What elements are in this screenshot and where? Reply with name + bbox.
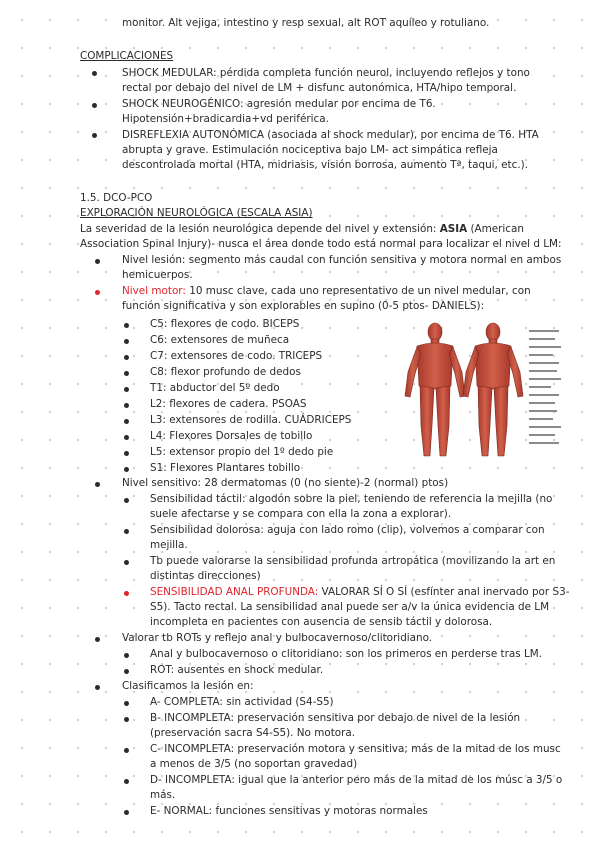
sensitivo-item-line: mejilla. [150, 539, 188, 551]
bullet [124, 371, 129, 376]
bullet [124, 355, 129, 360]
nivel-motor-line: función significativa y son explorables en supino (0-5 ptos- DANIELS): [122, 300, 485, 312]
bullet [124, 779, 129, 784]
bullet [124, 387, 129, 392]
muscle-item: L4: Flexores Dorsales de tobillo [150, 430, 313, 442]
bullet [92, 133, 97, 138]
clasificacion-item: C- INCOMPLETA: preservación motora y sensitiva; más de la mitad de los musc [150, 743, 561, 755]
bullet [95, 259, 100, 264]
intro-paragraph-line: Association Spinal Injury)- nusca el área donde todo está normal para localizar el nivel d LM: [80, 238, 562, 250]
valorar-item: Anal y bulbocavernoso o clitoridiano: son los primeros en perderse tras LM. [150, 648, 543, 660]
complication-item-line: descontrolada mortal (HTA, midriasis, visión borrosa, aumento Tª, taqui, etc.). [122, 159, 529, 171]
bullet [124, 419, 129, 424]
anal-label: SENSIBILIDAD ANAL PROFUNDA: [150, 586, 319, 598]
muscle-item: C5: flexores de codo. BICEPS [150, 318, 300, 330]
bullet [124, 653, 129, 658]
muscle-item: L2: flexores de cadera. PSOAS [150, 398, 307, 410]
clasificacion-item: (preservación sacra S4-S5). No motora. [150, 727, 356, 739]
nivel-sensitivo-label: Nivel sensitivo: 28 dermatomas (0 (no siente)-2 (normal) ptos) [122, 477, 449, 489]
intro-paragraph-line: La severidad de la lesión neurológica depende del nivel y extensión: ASIA (American [80, 223, 524, 235]
bullet [95, 482, 100, 487]
muscle-item: C7: extensores de codo. TRICEPS [150, 350, 323, 362]
anal-line: S5). Tacto rectal. La sensibilidad anal puede ser a/v la única evidencia de LM [150, 601, 550, 613]
sensitivo-item-line: Sensibilidad táctil: algodón sobre la piel, teniendo de referencia la mejilla (no [150, 493, 553, 505]
muscle-item: C8: flexor profundo de dedos [150, 366, 301, 378]
section-subtitle: EXPLORACIÓN NEUROLÓGICA (ESCALA ASIA) [80, 207, 313, 219]
muscle-item: C6: extensores de muñeca [150, 334, 290, 346]
anal-line: SENSIBILIDAD ANAL PROFUNDA: VALORAR SÍ O SÍ (esfínter anal inervado por S3- [150, 586, 570, 598]
bullet [124, 498, 129, 503]
complication-item-line: SHOCK NEUROGÉNICO: agresión medular por encima de T6. [122, 98, 436, 110]
clasificacion-item: a menos de 3/5 (no soportan gravedad) [150, 758, 358, 770]
muscle-item: S1: Flexores Plantares tobillo [150, 462, 301, 474]
bullet [124, 435, 129, 440]
intro-line: monitor. Alt vejiga, intestino y resp sexual, alt ROT aquíleo y rotuliano. [122, 17, 490, 29]
muscle-item: L3: extensores de rodilla. CUÁDRICEPS [150, 414, 352, 426]
anatomy-labels [529, 330, 561, 444]
nivel-lesion-line: Nivel lesión: segmento más caudal con función sensitiva y motora normal en ambos [122, 254, 562, 266]
clasificamos-label: Clasificamos la lesión en: [122, 680, 254, 692]
clasificacion-item: A- COMPLETA: sin actividad (S4-S5) [150, 696, 334, 708]
asia-term: ASIA [439, 223, 468, 235]
bullet [124, 451, 129, 456]
bullet [124, 717, 129, 722]
muscle-item: L5: extensor propio del 1º dedo pie [150, 446, 334, 458]
bullet-red [124, 591, 129, 596]
front-body-figure [405, 323, 465, 456]
complicaciones-heading: COMPLICACIONES [80, 50, 174, 62]
bullet [92, 71, 97, 76]
bullet [92, 103, 97, 108]
bullet [124, 403, 129, 408]
sensitivo-item-line: suele afectarse y se compara con ella la zona a explorar). [150, 508, 452, 520]
clasificacion-item: E- NORMAL: funciones sensitivas y motoras normales [150, 805, 428, 817]
muscle-item: T1: abductor del 5º dedo [150, 382, 280, 394]
complication-item-line: SHOCK MEDULAR: pérdida completa función neurol, incluyendo reflejos y tono [122, 67, 530, 79]
sensitivo-item-line: Sensibilidad dolorosa: aguja con lado romo (clip), volvemos a comparar con [150, 524, 545, 536]
anal-line: incompleta en pacientes con ausencia de sensib táctil y dolorosa. [150, 616, 493, 628]
bullet [124, 467, 129, 472]
bullet [124, 701, 129, 706]
clasificacion-item: más. [150, 789, 176, 801]
bullet [95, 685, 100, 690]
bullet [124, 323, 129, 328]
muscle-anatomy-figure [393, 322, 569, 465]
nivel-lesion-line: hemicuerpos. [122, 269, 193, 281]
valorar-item: ROT: ausentes en shock medular. [150, 664, 324, 676]
sensitivo-item-line: distintas direcciones) [150, 570, 261, 582]
valorar-label: Valorar tb ROTs y reflejo anal y bulbocavernoso/clitoridiano. [122, 632, 433, 644]
bullet [124, 810, 129, 815]
sensitivo-item-line: Tb puede valorarse la sensibilidad profunda artropática (movilizando la art en [150, 555, 556, 567]
clasificacion-item: D- INCOMPLETA: igual que la anterior pero más de la mitad de los músc a 3/5 o [150, 774, 563, 786]
bullet [124, 529, 129, 534]
complication-item-line: rectal por debajo del nivel de LM + disfunc autonómica, HTA/hipo temporal. [122, 82, 517, 94]
complication-item-line: DISREFLEXIA AUTONÓMICA (asociada al shock medular), por encima de T6. HTA [122, 129, 539, 141]
bullet [124, 748, 129, 753]
bullet [124, 339, 129, 344]
bullet-red [95, 290, 100, 295]
back-body-figure [463, 323, 523, 456]
complication-item-line: abrupta y grave. Estimulación nociceptiva bajo LM- act simpática refleja [122, 144, 498, 156]
bullet [95, 637, 100, 642]
nivel-motor-label: Nivel motor: [122, 285, 186, 297]
nivel-motor-line: Nivel motor: 10 musc clave, cada uno representativo de un nivel medular, con [122, 285, 531, 297]
bullet [124, 669, 129, 674]
clasificacion-item: B- INCOMPLETA: preservación sensitiva por debajo de nivel de la lesión [150, 712, 521, 724]
bullet [124, 560, 129, 565]
complication-item-line: Hipotensión+bradicardia+vd periférica. [122, 113, 329, 125]
section-title: 1.5. DCO-PCO [80, 192, 153, 204]
